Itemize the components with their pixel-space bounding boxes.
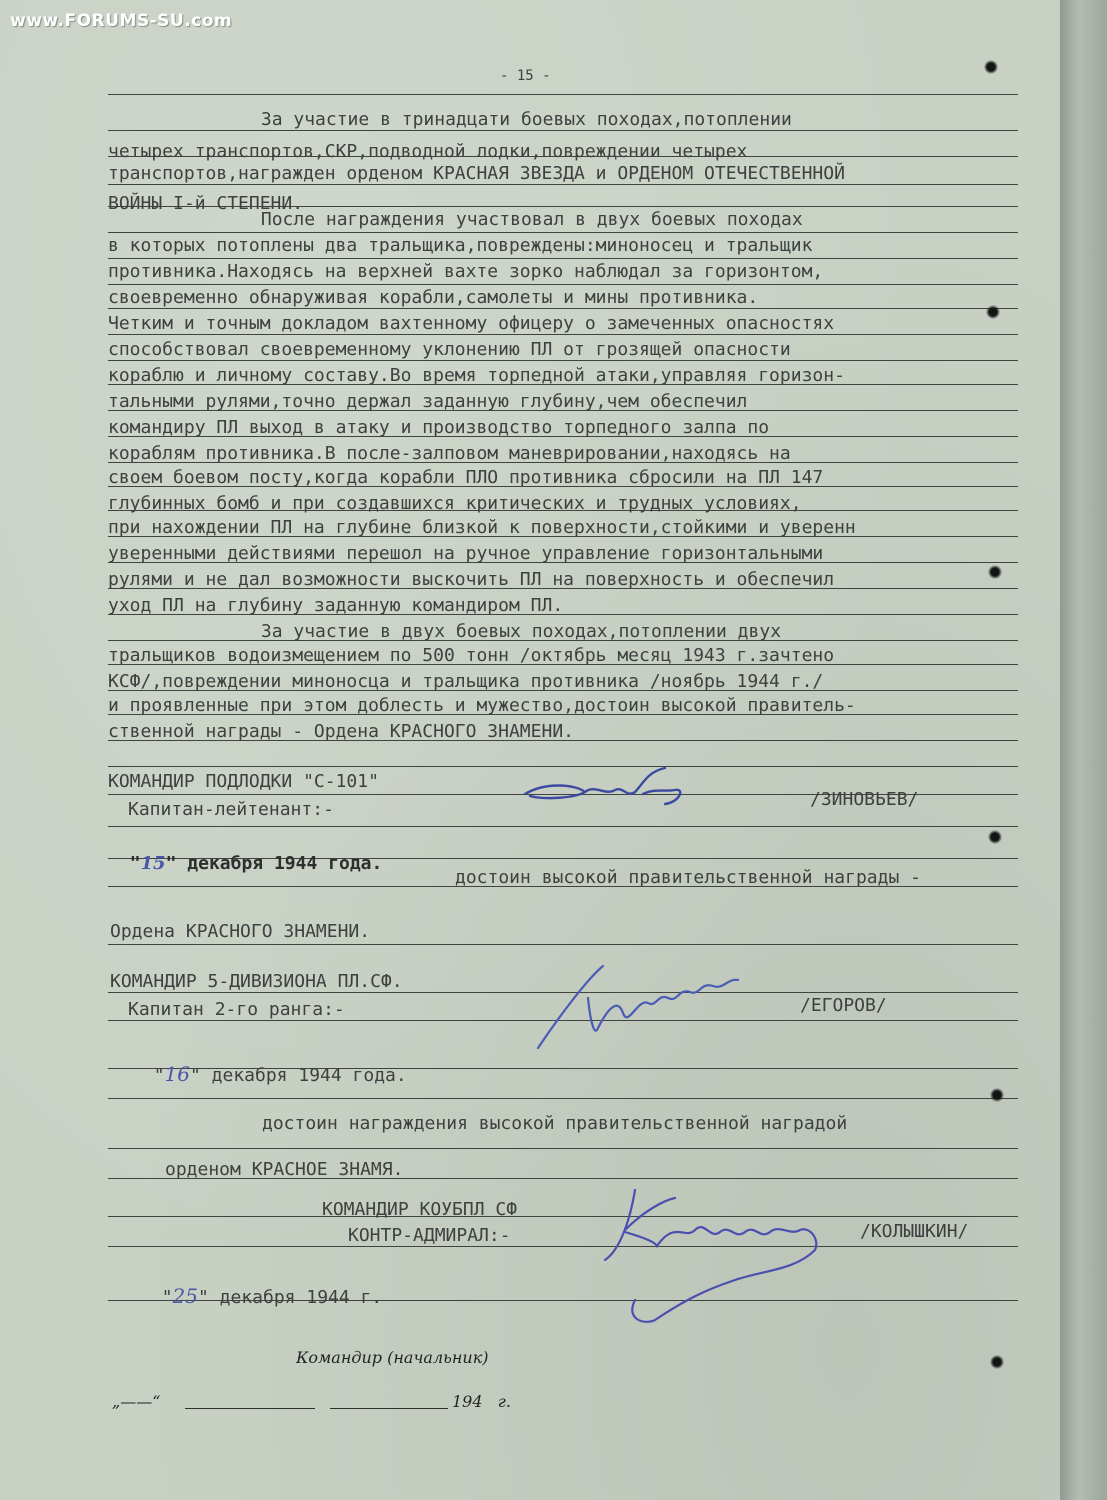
text-line: кораблю и личному составу.Во время торпедной атаки,управляя горизон- — [108, 365, 845, 386]
text-line: рулями и не дал возможности выскочить ПЛ на поверхность и обеспечил — [108, 569, 835, 590]
text-line: кораблям противника.В после-залповом маневрировании,находясь на — [108, 443, 791, 464]
signatory-title: КОМАНДИР 5-ДИВИЗИОНА ПЛ.СФ. — [110, 971, 403, 992]
text-line: своевременно обнаруживая корабли,самолеты и мины противника. — [108, 287, 759, 308]
text-line: тральщиков водоизмещением по 500 тонн /октябрь месяц 1943 г.зачтено — [108, 645, 835, 666]
signature-date — [140, 1266, 382, 1308]
form-date-end: 194 г. — [452, 1392, 511, 1411]
handwritten-signature — [528, 958, 758, 1058]
date-rest: " декабря 1944 г. — [197, 1287, 383, 1308]
signatory-name: /КОЛЫШКИН/ — [860, 1221, 969, 1242]
signatory-title: КОМАНДИР КОУБПЛ СФ — [322, 1199, 518, 1220]
signatory-rank: Капитан-лейтенант:- — [128, 799, 334, 820]
text-line: своем боевом посту,когда корабли ПЛО противника сбросили на ПЛ 147 — [108, 467, 824, 488]
ruled-line — [108, 258, 1018, 259]
ruled-line — [108, 130, 1018, 131]
punch-hole — [988, 830, 1002, 844]
punch-hole — [990, 1088, 1004, 1102]
date-day: 25 — [172, 1284, 198, 1308]
punch-hole — [990, 1355, 1004, 1369]
text-line: командиру ПЛ выход в атаку и производство торпедного залпа по — [108, 417, 770, 438]
text-line: ВОЙНЫ I-й СТЕПЕНИ. — [108, 193, 304, 214]
text-line: транспортов,награжден орденом КРАСНАЯ ЗВЕЗДА и ОРДЕНОМ ОТЕЧЕСТВЕННОЙ — [108, 163, 845, 184]
text-line: После награждения участвовал в двух боевых походах — [185, 209, 803, 230]
text-line: при нахождении ПЛ на глубине близкой к поверхности,стойкими и уверенн — [108, 517, 856, 538]
text-line: За участие в тринадцати боевых походах,потоплении — [185, 109, 792, 130]
punch-hole — [986, 305, 1000, 319]
punch-hole — [984, 60, 998, 74]
handwritten-signature — [515, 762, 695, 822]
recommendation-text: достоин высокой правительственной награды - — [455, 867, 921, 888]
form-date-line — [185, 1408, 315, 1409]
ruled-line — [108, 308, 1018, 309]
text-line: и проявленные при этом доблесть и мужество,достоин высокой правитель- — [108, 695, 856, 716]
text-line: глубинных бомб и при создавшихся критических и трудных условиях, — [108, 493, 802, 514]
punch-hole — [988, 565, 1002, 579]
date-rest: " декабря 1944 года. — [189, 1065, 407, 1086]
ruled-line — [108, 944, 1018, 945]
form-date-line — [330, 1408, 448, 1409]
page-edge — [1060, 0, 1107, 1500]
recommendation-text: достоин награждения высокой правительственной наградой — [262, 1113, 848, 1134]
date-quote: " — [161, 1287, 173, 1308]
ruled-line — [108, 1098, 1018, 1099]
ruled-line — [108, 184, 1018, 185]
ruled-line — [108, 284, 1018, 285]
text-line: в которых потоплены два тральщика,повреждены:миноносец и тральщик — [108, 235, 813, 256]
text-line: тальными рулями,точно держал заданную глубину,чем обеспечил — [108, 391, 748, 412]
recommendation-text: Ордена КРАСНОГО ЗНАМЕНИ. — [110, 921, 371, 942]
signatory-rank: КОНТР-АДМИРАЛ:- — [348, 1225, 511, 1246]
text-line: КСФ/,повреждении миноносца и тральщика противника /ноябрь 1944 г./ — [108, 671, 824, 692]
date-day: 15 — [140, 853, 166, 874]
ruled-line — [108, 94, 1018, 95]
date-day: 16 — [164, 1062, 190, 1086]
watermark: www.FORUMS-SU.com — [10, 11, 233, 31]
signatory-title: КОМАНДИР ПОДЛОДКИ "С-101" — [108, 771, 379, 792]
ruled-line — [108, 334, 1018, 335]
ruled-line — [108, 1216, 1018, 1217]
ruled-line — [108, 232, 1018, 233]
ruled-line — [108, 826, 1018, 827]
ruled-line — [108, 1148, 1018, 1149]
signatory-rank: Капитан 2-го ранга:- — [128, 999, 345, 1020]
text-line: Четким и точным докладом вахтенному офицеру о замеченных опасностях — [108, 313, 835, 334]
form-date-start: „——“ — [112, 1392, 161, 1411]
signatory-name: /ЗИНОВЬЕВ/ — [810, 789, 919, 810]
text-line: За участие в двух боевых походах,потоплении двух — [185, 621, 782, 642]
handwritten-signature — [595, 1180, 835, 1330]
text-line: уход ПЛ на глубину заданную командиром ПЛ. — [108, 595, 564, 616]
ruled-line — [108, 360, 1018, 361]
date-quote: " — [153, 1065, 165, 1086]
recommendation-text: орденом КРАСНОЕ ЗНАМЯ. — [165, 1159, 404, 1180]
signatory-name: /ЕГОРОВ/ — [800, 995, 887, 1016]
text-line: противника.Находясь на верхней вахте зорко наблюдал за горизонтом, — [108, 261, 824, 282]
text-line: четырех транспортов,СКР,подводной лодки,повреждении четырех — [108, 141, 748, 162]
text-line: способствовал своевременному уклонению ПЛ от грозящей опасности — [108, 339, 791, 360]
page-number-mark: - 15 - — [500, 68, 551, 84]
date-rest: " декабря 1944 года. — [165, 853, 383, 874]
text-line: ственной награды - Ордена КРАСНОГО ЗНАМЕНИ. — [108, 721, 574, 742]
form-footer-label: Командир (начальник) — [296, 1348, 489, 1367]
ruled-line — [108, 1246, 1018, 1247]
signature-date — [132, 1044, 407, 1086]
signature-date — [108, 834, 382, 874]
text-line: уверенными действиями перешол на ручное управление горизонтальными — [108, 543, 824, 564]
date-quote: " — [129, 853, 141, 874]
